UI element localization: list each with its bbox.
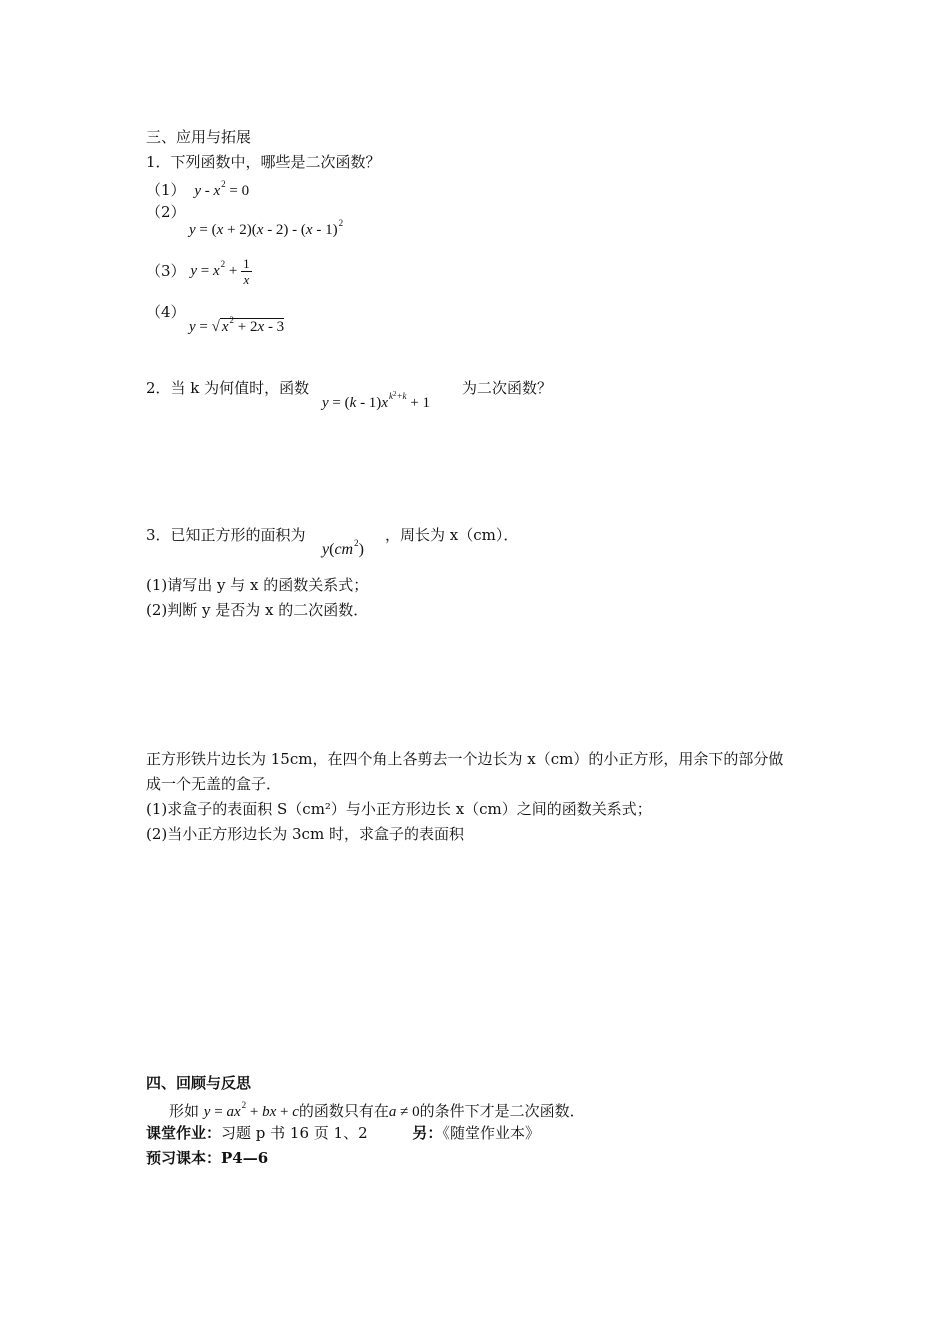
homework-label: 课堂作业：	[146, 1124, 222, 1142]
q1-item-3	[146, 256, 252, 287]
question-2-prefix: 2．当 k 为何值时，函数	[146, 379, 310, 397]
q1-item-1	[146, 180, 249, 199]
summary-middle: 的函数只有在	[298, 1102, 389, 1120]
q1-item-2-label: （2）	[146, 203, 186, 221]
summary-general-form: $y = ax^2$ + bx + c	[203, 1100, 299, 1120]
section-3-title: 三、应用与拓展	[146, 128, 252, 146]
extra-label: 另：	[412, 1124, 443, 1142]
question-2-suffix: 为二次函数？	[462, 379, 553, 397]
q1-item-3-formula: $y = x^2$ + $\frac{1}{x}$	[190, 256, 250, 287]
homework-text: 习题 p 书 16 页 1、2	[221, 1124, 368, 1142]
question-3-prefix: 3．已知正方形的面积为	[146, 526, 306, 544]
question-2-formula: $y = (k - 1)x^{k^2+k} + 1$	[322, 390, 431, 411]
summary-condition: a ≠ 0	[388, 1104, 420, 1120]
summary-prefix: 形如	[169, 1102, 200, 1120]
q1-item-1-label: （1）	[146, 181, 186, 199]
q1-item-1-formula: $y - x^2 = 0$	[194, 179, 250, 199]
question-1-text: 1．下列函数中，哪些是二次函数？	[146, 153, 381, 171]
extra-text: 《随堂作业本》	[442, 1124, 540, 1142]
section-4-summary	[169, 1101, 585, 1120]
question-3-suffix: ，周长为 x（cm）．	[385, 526, 519, 544]
question-4-sub-1: (1)求盒子的表面积 S（cm²）与小正方形边长 x（cm）之间的函数关系式；	[146, 800, 652, 818]
question-4-sub-2: (2)当小正方形边长为 3cm 时，求盒子的表面积	[146, 825, 464, 843]
q1-item-2-formula: y = (x + 2)(x - 2) - (x - 1)$^2$	[189, 218, 344, 238]
preview-line: 预习课本：P4—6	[146, 1149, 269, 1167]
q1-item-3-label: （3）	[146, 262, 186, 280]
question-4-line-2: 成一个无盖的盒子．	[146, 775, 282, 793]
question-3-sub-1: (1)请写出 y 与 x 的函数关系式；	[146, 576, 369, 594]
q1-item-4-formula: y = √ $x^2 + 2x - 3$	[189, 315, 285, 335]
q1-item-4-label: （4）	[146, 303, 186, 321]
section-4-title: 四、回顾与反思	[146, 1074, 252, 1092]
question-3-sub-2: (2)判断 y 是否为 x 的二次函数．	[146, 601, 369, 619]
homework-line	[146, 1126, 540, 1141]
question-4-line-1: 正方形铁片边长为 15cm，在四个角上各剪去一个边长为 x（cm）的小正方形，用余下的部分做	[146, 750, 784, 768]
summary-suffix: 的条件下才是二次函数．	[419, 1102, 585, 1120]
question-3-area-formula: $y(cm^2)$	[322, 538, 364, 558]
